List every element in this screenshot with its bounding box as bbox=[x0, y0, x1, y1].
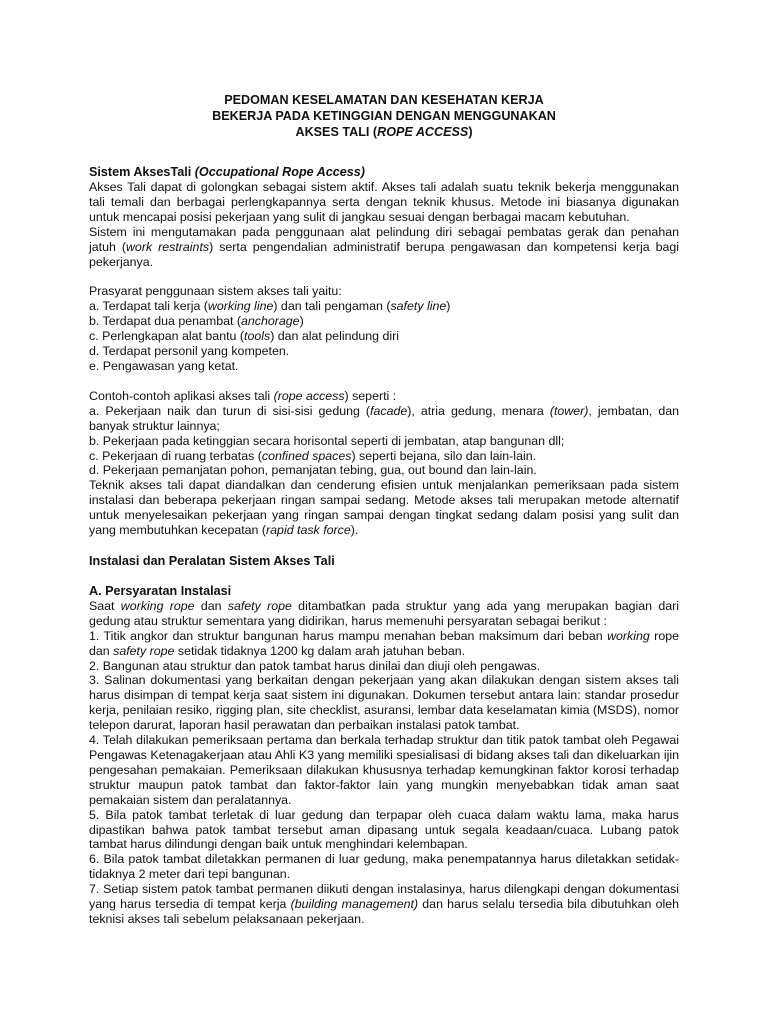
document-title bbox=[89, 92, 679, 140]
paragraph-install-intro: Saat working rope dan safety rope ditambatkan pada struktur yang ada yang merupakan bagian dari gedung atau struktur sementara yang didirikan, harus memenuhi persyaratan sebagai berikut : bbox=[89, 598, 679, 628]
paragraph-definition: Akses Tali dapat di golongkan sebagai sistem aktif. Akses tali adalah suatu teknik bekerja menggunakan tali temali dan berbagai perlengkapannya serta dengan teknik khusus. Metode ini biasanya digunakan untuk mencapai posisi pekerjaan yang sulit di jangkau sesuai dengan berbagai macam kebutuhan. bbox=[89, 180, 679, 224]
requirements-intro: Prasyarat penggunaan sistem akses tali yaitu: bbox=[89, 284, 342, 299]
subsection-heading-persyaratan: A. Persyaratan Instalasi bbox=[89, 583, 232, 598]
list-item: e. Pengawasan yang ketat. bbox=[89, 358, 239, 373]
list-item: 2. Bangunan atau struktur dan patok tambat harus dinilai dan diuji oleh pengawas. bbox=[89, 658, 541, 673]
list-item: a. Pekerjaan naik dan turun di sisi-sisi gedung (facade), atria gedung, menara (tower), jembatan, dan banyak struktur lainnya; bbox=[89, 403, 679, 433]
examples-intro: Contoh-contoh aplikasi akses tali (rope access) seperti : bbox=[89, 388, 397, 403]
list-item: 1. Titik angkor dan struktur bangunan harus mampu menahan beban maksimum dari beban working rope dan safety rope setidak tidaknya 1200 kg dalam arah jatuhan beban. bbox=[89, 628, 679, 658]
section-heading-akses-tali: Sistem AksesTali (Occupational Rope Access) bbox=[89, 165, 365, 179]
title-line-2: BEKERJA PADA KETINGGIAN DENGAN MENGGUNAKAN bbox=[212, 109, 556, 123]
list-item: 7. Setiap sistem patok tambat permanen diikuti dengan instalasinya, harus dilengkapi dengan dokumentasi yang harus tersedia di tempat kerja (building management) dan harus selalu tersedia bila dibutuhkan oleh teknisi akses tali sebelum pelaksanaan pekerjaan. bbox=[89, 882, 679, 926]
title-line-3: AKSES TALI (ROPE ACCESS) bbox=[295, 125, 473, 139]
list-item: b. Pekerjaan pada ketinggian secara horisontal seperti di jembatan, atap bangunan dll; bbox=[89, 433, 565, 448]
list-item: a. Terdapat tali kerja (working line) dan tali pengaman (safety line) bbox=[89, 299, 451, 314]
list-item: 4. Telah dilakukan pemeriksaan pertama dan berkala terhadap struktur dan titik patok tambat oleh Pegawai Pengawas Ketenagakerjaan atau Ahli K3 yang memiliki spesialisasi di bidang akses tali dan dikeluarkan ijin pengesahan pemakaian. Pemeriksaan dilakukan khususnya terhadap kemungkinan faktor korosi terhadap struktur maupun patok tambat dan faktor-faktor lain yang mungkin menyebabkan tidak aman saat pemakaian sistem dan peralatannya. bbox=[89, 733, 679, 807]
section-heading-instalasi: Instalasi dan Peralatan Sistem Akses Tali bbox=[89, 553, 335, 568]
list-item: d. Terdapat personil yang kompeten. bbox=[89, 344, 290, 359]
paragraph-technique: Teknik akses tali dapat diandalkan dan cenderung efisien untuk menjalankan pemeriksaan pada sistem instalasi dan beberapa pekerjaan ringan sampai sedang. Metode akses tali merupakan metode alternatif untuk menyelesaikan pekerjaan yang ringan sampai dengan tingkat sedang dalam posisi yang sulit dan yang membutuhkan kecepatan (rapid task force). bbox=[89, 478, 679, 538]
list-item: c. Pekerjaan di ruang terbatas (confined spaces) seperti bejana, silo dan lain-lain. bbox=[89, 448, 537, 463]
list-item: 3. Salinan dokumentasi yang berkaitan dengan pekerjaan yang akan dilakukan dengan sistem akses tali harus disimpan di tempat kerja saat sistem ini digunakan. Dokumen tersebut antara lain: standar prosedur kerja, penilaian resiko, rigging plan, site checklist, asuransi, lembar data keselamatan kimia (MSDS), nomor telepon darurat, laporan hasil perawatan dan perbaikan instalasi patok tambat. bbox=[89, 673, 679, 733]
paragraph-system: Sistem ini mengutamakan pada penggunaan alat pelindung diri sebagai pembatas gerak dan penahan jatuh (work restraints) serta pengendalian administratif berupa pengawasan dan kompetensi kerja bagi pekerjanya. bbox=[89, 224, 680, 269]
list-item: c. Perlengkapan alat bantu (tools) dan alat pelindung diri bbox=[89, 329, 400, 344]
list-item: 6. Bila patok tambat diletakkan permanen di luar gedung, maka penempatannya harus diletakkan setidak-tidaknya 2 meter dari tepi bangunan. bbox=[89, 852, 679, 882]
title-line-1: PEDOMAN KESELAMATAN DAN KESEHATAN KERJA bbox=[224, 93, 544, 107]
requirements-list bbox=[89, 284, 679, 373]
list-item: 5. Bila patok tambat terletak di luar gedung dan terpapar oleh cuaca dalam waktu lama, maka harus dipastikan bahwa patok tambat tersebut aman dipasang untuk segala keadaan/cuaca. Lubang patok tambat harus dilindungi dengan baik untuk menghindari kelembapan. bbox=[89, 807, 679, 852]
list-item: d. Pekerjaan pemanjatan pohon, pemanjatan tebing, gua, out bound dan lain-lain. bbox=[89, 463, 537, 478]
document-body bbox=[89, 92, 679, 927]
examples-list bbox=[89, 389, 679, 538]
installation-requirements-list bbox=[89, 629, 679, 927]
list-item: b. Terdapat dua penambat (anchorage) bbox=[89, 314, 304, 329]
